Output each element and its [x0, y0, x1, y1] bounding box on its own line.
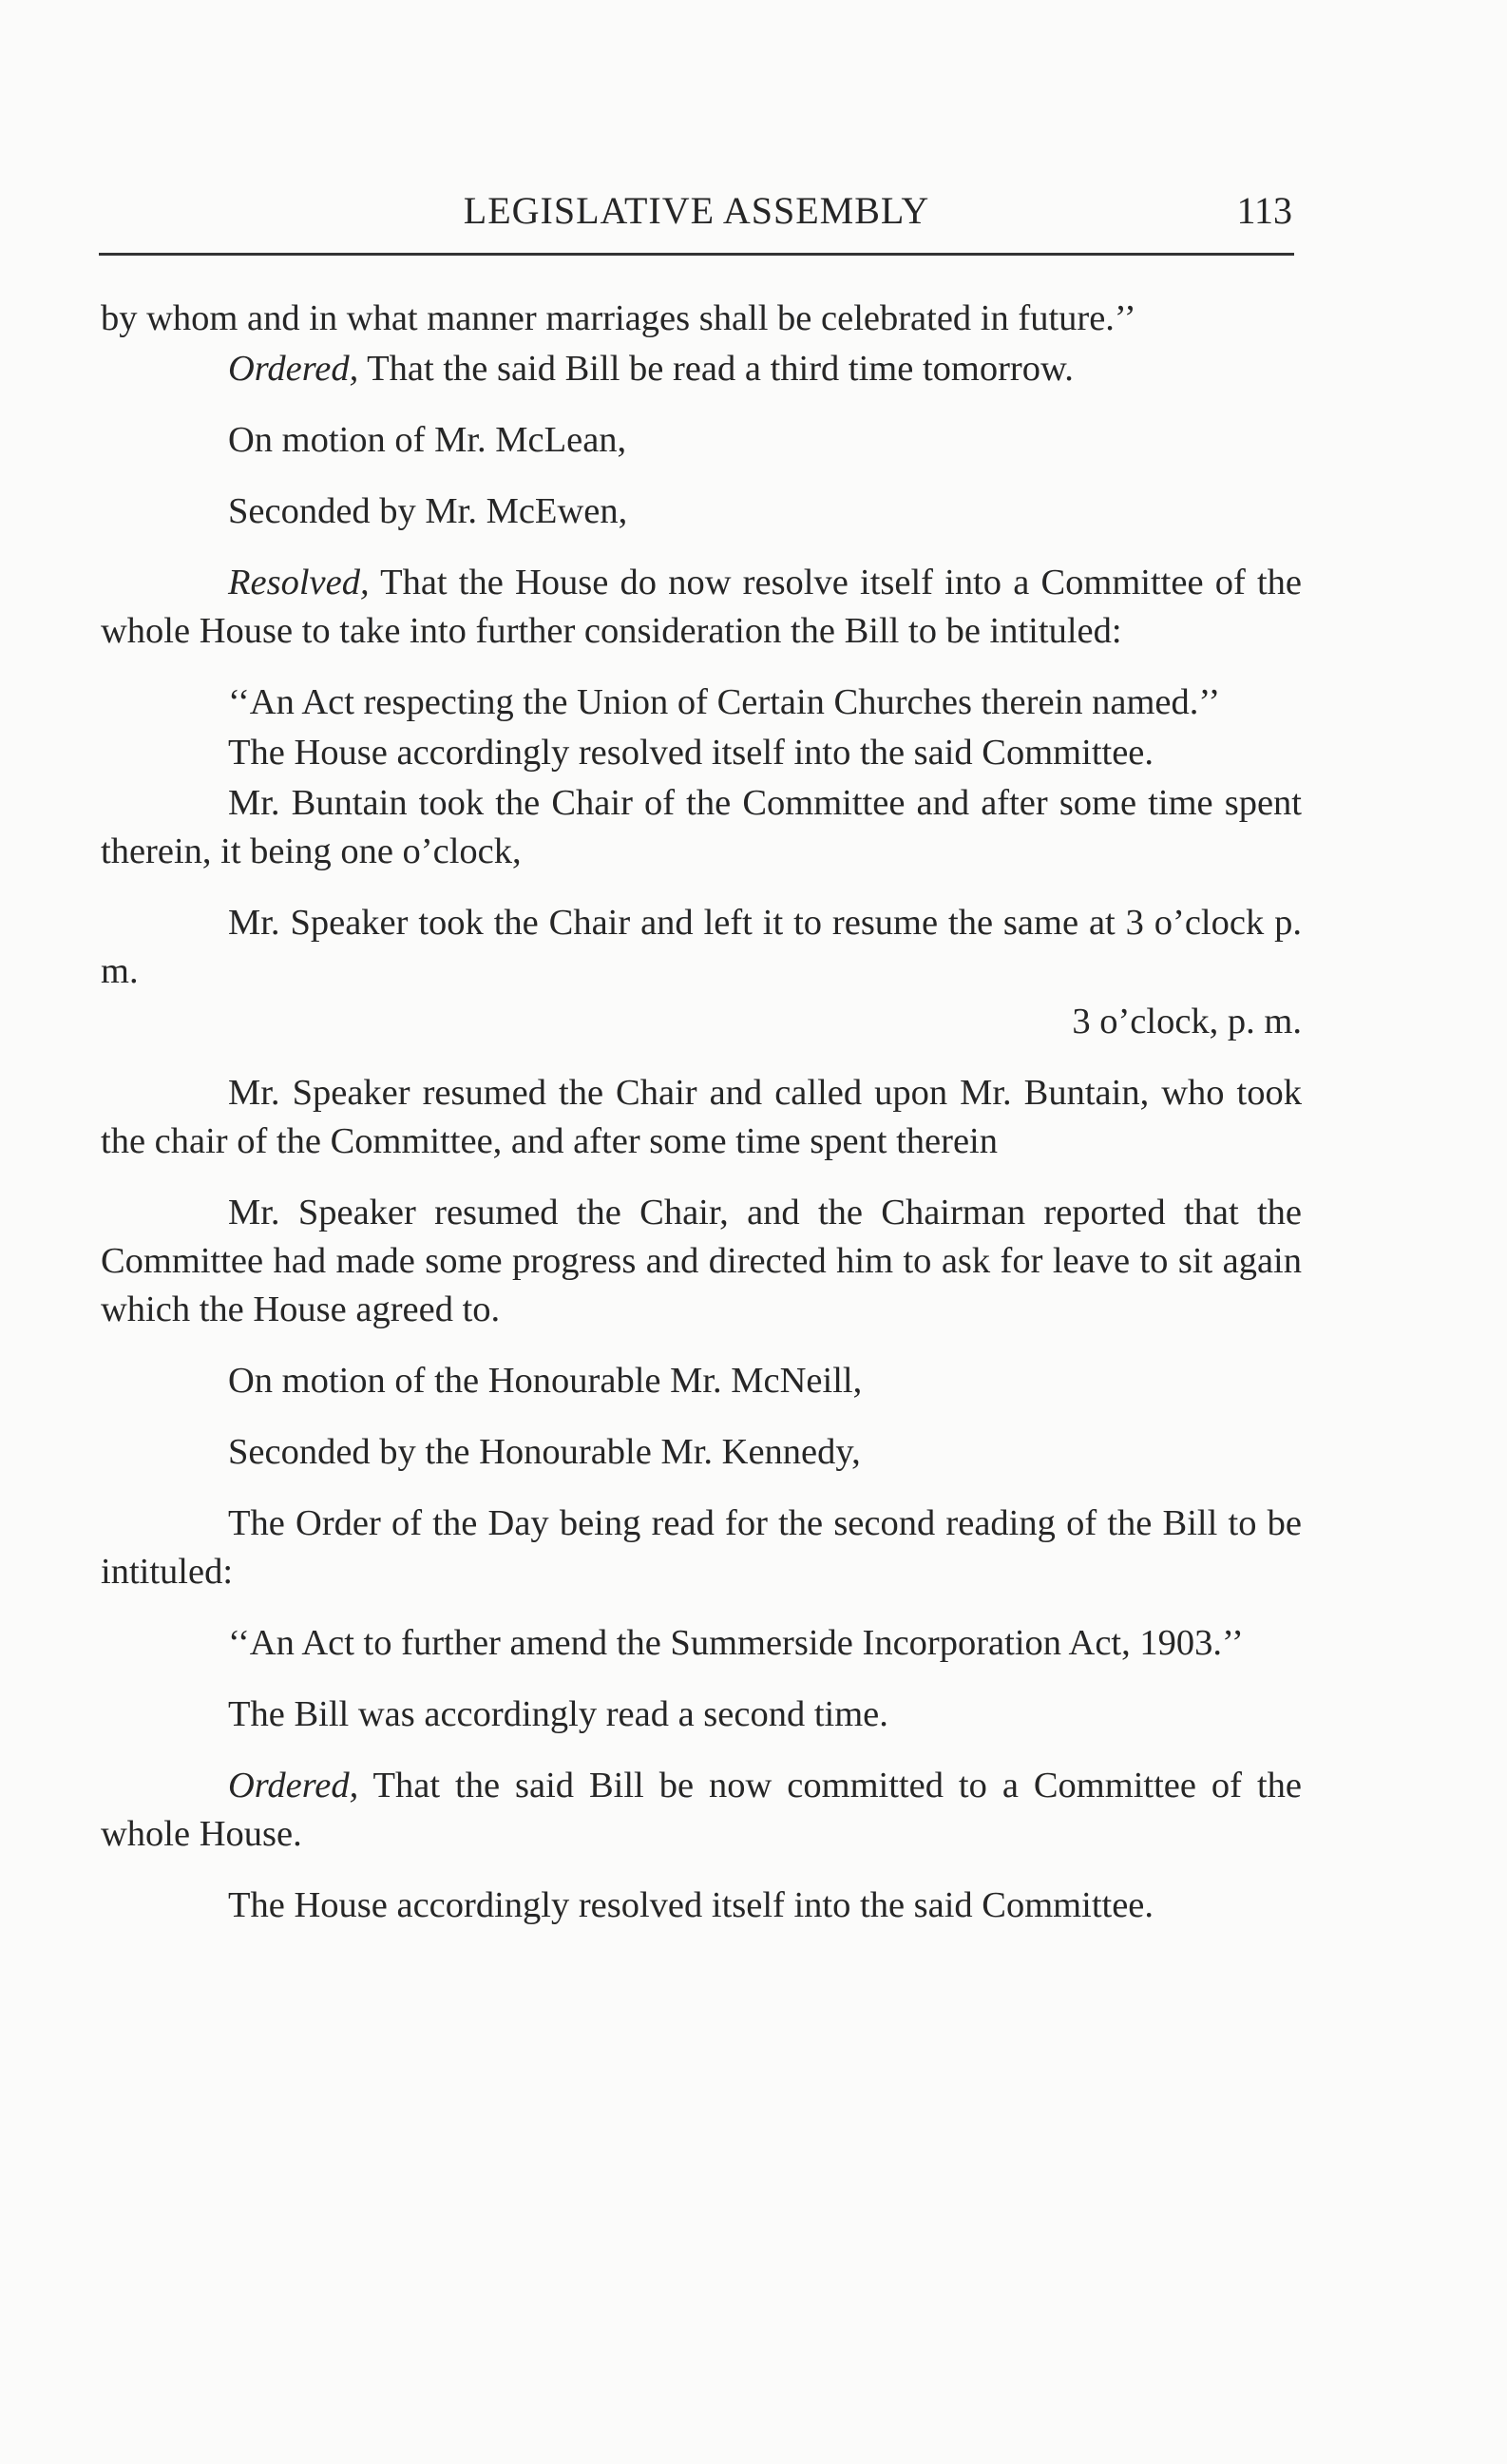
paragraph — [101, 1357, 1302, 1405]
paragraph-text: ‘‘An Act respecting the Union of Certain Churches therein named.’’ — [228, 682, 1221, 722]
paragraph — [101, 1762, 1302, 1859]
paragraph — [101, 1690, 1302, 1739]
paragraph — [101, 295, 1302, 343]
paragraph-text: The Bill was accordingly read a second time. — [228, 1694, 888, 1734]
paragraph — [101, 1499, 1302, 1596]
paragraph-lead: Ordered, — [228, 1766, 359, 1805]
paragraph-text: On motion of Mr. McLean, — [228, 420, 627, 460]
paragraph — [101, 487, 1302, 536]
paragraph-lead: Resolved, — [228, 563, 370, 602]
page-number: 113 — [1236, 189, 1292, 232]
paragraph — [101, 678, 1302, 727]
paragraph — [101, 899, 1302, 996]
paragraph — [101, 1881, 1302, 1930]
paragraph-text: The Order of the Day being read for the second reading of the Bill to be intituled: — [101, 1503, 1302, 1592]
paragraph-text: That the said Bill be read a third time tomorrow. — [358, 349, 1074, 389]
time-marker — [101, 998, 1302, 1046]
paragraph — [101, 1619, 1302, 1668]
paragraph-text: Mr. Buntain took the Chair of the Committee and after some time spent therein, it being one o’clock, — [101, 783, 1302, 871]
paragraph-text: Seconded by Mr. McEwen, — [228, 491, 628, 531]
paragraph-text: Mr. Speaker took the Chair and left it to resume the same at 3 o’clock p. m. — [101, 903, 1302, 991]
paragraph-text: On motion of the Honourable Mr. McNeill, — [228, 1361, 863, 1401]
paragraph — [101, 779, 1302, 876]
paragraph-text: by whom and in what manner marriages shall be celebrated in future.’’ — [101, 298, 1136, 338]
paragraph-text: That the House do now resolve itself into a Committee of the whole House to take into further consideration the Bill to be intituled: — [101, 563, 1302, 651]
paragraph-text: The House accordingly resolved itself into the said Committee. — [228, 1885, 1154, 1925]
paragraph — [101, 1428, 1302, 1477]
paragraph-text: ‘‘An Act to further amend the Summerside Incorporation Act, 1903.’’ — [228, 1623, 1244, 1663]
paragraph-text: Seconded by the Honourable Mr. Kennedy, — [228, 1432, 861, 1472]
paragraph — [101, 345, 1302, 393]
paragraph — [101, 416, 1302, 465]
paragraph-lead: Ordered, — [228, 349, 359, 389]
paragraph-text: Mr. Speaker resumed the Chair, and the Chairman reported that the Committee had made some progress and directed him to ask for leave to sit again which the House agreed to. — [101, 1193, 1302, 1329]
paragraph-text: The House accordingly resolved itself into the said Committee. — [228, 733, 1154, 773]
paragraph — [101, 559, 1302, 656]
paragraph — [101, 729, 1302, 777]
header-rule — [99, 253, 1294, 256]
running-title: LEGISLATIVE ASSEMBLY — [463, 189, 930, 232]
paragraph — [101, 1069, 1302, 1166]
paragraph-text: That the said Bill be now committed to a Committee of the whole House. — [101, 1766, 1302, 1854]
body-text — [101, 295, 1302, 1953]
paragraph — [101, 1189, 1302, 1334]
running-header — [101, 188, 1292, 245]
paragraph-text: 3 o’clock, p. m. — [1072, 1002, 1302, 1041]
paragraph-text: Mr. Speaker resumed the Chair and called upon Mr. Buntain, who took the chair of the Committee, and after some time spent therein — [101, 1073, 1302, 1161]
